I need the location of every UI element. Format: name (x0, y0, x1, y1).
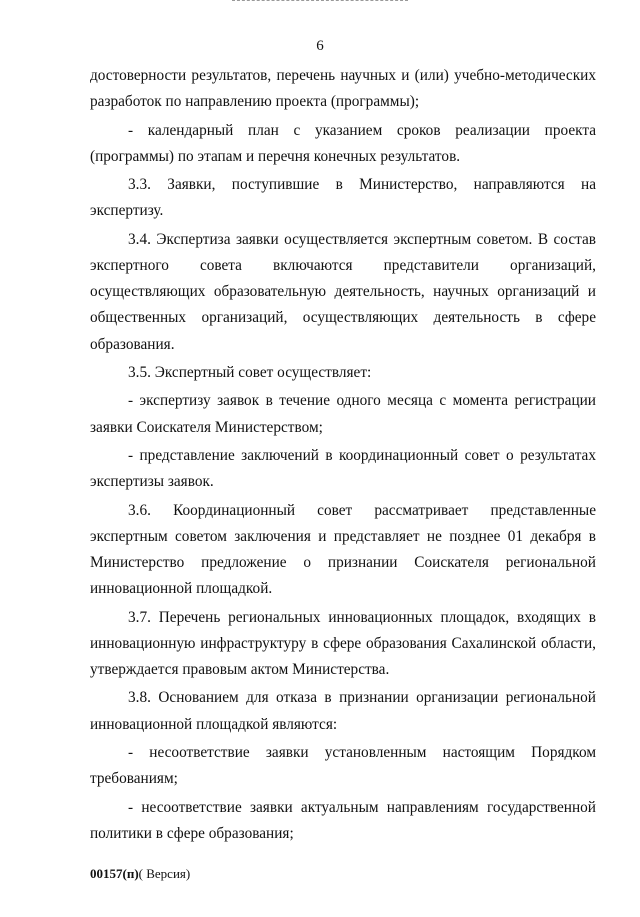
paragraph-3-4: 3.4. Экспертиза заявки осуществляется экспертным советом. В состав экспертного совета включаются представители организаций, осуществляющих образовательную деятельность, научных организаций и общественных организаций, осуществляющих деятельность в сфере образования. (90, 230, 596, 353)
paragraph-3-5: 3.5. Экспертный совет осуществляет: (128, 363, 372, 381)
paragraph-results-list: достоверности результатов, перечень научных и (или) учебно-методических разработок по направлению проекта (программы); (90, 67, 596, 111)
paragraph-3-8-requirements: - несоответствие заявки установленным настоящим Порядком требованиям; (90, 743, 596, 788)
footer-version: ( Версия) (138, 866, 191, 881)
paragraph-3-5-conclusions: - представление заключений в координационный совет о результатах экспертизы заявок. (90, 446, 596, 491)
paragraph-3-6: 3.6. Координационный совет рассматривает представленные экспертным советом заключения и представляет не позднее 01 декабря в Министерство предложение о признании Соискателя региональной инновационной площадкой. (90, 501, 596, 598)
paragraph-3-5-expertise: - экспертизу заявок в течение одного месяца с момента регистрации заявки Соискателя Министерством; (90, 392, 596, 436)
footer-code: 00157(п) (90, 866, 139, 881)
paragraph-3-8: 3.8. Основанием для отказа в признании организации региональной инновационной площадкой являются: (90, 689, 596, 733)
page-number: 6 (316, 38, 324, 54)
paragraph-3-8-policy: - несоответствие заявки актуальным направлениям государственной политики в сфере образования; (90, 798, 596, 842)
footer-document-code (90, 866, 190, 882)
paragraph-calendar-plan: - календарный план с указанием сроков реализации проекта (программы) по этапам и перечня конечных результатов. (90, 121, 596, 165)
paragraph-3-3: 3.3. Заявки, поступившие в Министерство, направляются на экспертизу. (90, 176, 596, 220)
paragraph-3-7: 3.7. Перечень региональных инновационных площадок, входящих в инновационную инфраструктуру в сфере образования Сахалинской области, утверждается правовым актом Министерства. (90, 608, 596, 678)
top-edge-mark (232, 0, 408, 3)
document-body (90, 63, 596, 847)
